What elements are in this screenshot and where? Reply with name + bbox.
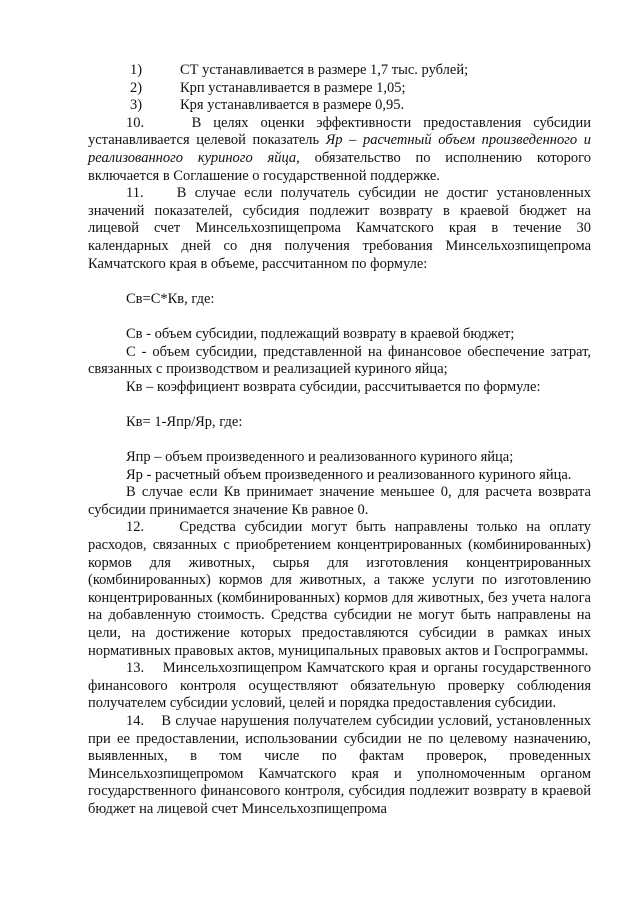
list-item — [88, 62, 591, 80]
list-item — [88, 80, 591, 98]
paragraph-11: 11. В случае если получатель субсидии не достиг установленных значений показателей, субсидия подлежит возврату в краевой бюджет на лицевой счет Минсельхозпищепрома Камчатского края в течение 30 календарных дней со дня получения требования Минсельхозпищепрома Камчатского края в объеме, рассчитанном по формуле: — [88, 185, 591, 272]
paragraph-10-lead: 10. В целях оценки эффективности предоставления субсидии устанавливается целевой показатель — [88, 114, 591, 149]
list-item-number: 1) — [130, 62, 143, 78]
definition-yapr: Япр – объем произведенного и реализованного куриного яйца; — [126, 449, 514, 466]
definition-c: С - объем субсидии, представленной на финансовое обеспечение затрат, связанных с производством и реализацией куриного яйца; — [88, 343, 591, 378]
list-item-number: 3) — [130, 97, 143, 114]
definition-sv: Св - объем субсидии, подлежащий возврату в краевой бюджет; — [126, 325, 515, 342]
list-item-text: Кря устанавливается в размере 0,95. — [180, 97, 405, 114]
paragraph-10-indicator: Яр – расчетный объем произведенного и реализованного куриного яйца — [88, 132, 591, 166]
paragraph-10-tail: , обязательство по исполнению которого включается в Соглашение о государственной поддержке. — [88, 149, 591, 184]
list-item-text: СТ устанавливается в размере 1,7 тыс. рублей; — [180, 62, 469, 78]
paragraph-12: 12. Средства субсидии могут быть направлены только на оплату расходов, связанных с приобретением концентрированных (комбинированных) кормов для животных, сырья для изготовления концентрированных (комбинированных) кормов для животных, а также услуги по изготовлению концентрированных (комбинированных) кормов для животных, без учета налога на добавленную стоимость. Средства субсидии не могут быть направлены на цели, на достижение которых предоставляются субсидии в рамках иных нормативных правовых актов, муниципальных правовых актов и Госпрограммы. — [88, 519, 591, 659]
kv-note: В случае если Кв принимает значение меньшее 0, для расчета возврата субсидии принимается значение Кв равное 0. — [88, 484, 591, 518]
paragraph-14: 14. В случае нарушения получателем субсидии условий, установленных при ее предоставлении, использовании субсидии не по целевому назначению, выявленных, в том числе по фактам проверок, проведенных Минсельхозпищепромом Камчатского края и уполномоченным органом государственного финансового контроля, субсидия подлежит возврату в краевой бюджет на лицевой счет Минсельхозпищепрома — [88, 712, 591, 817]
formula-sv: Св=С*Кв, где: — [126, 290, 215, 307]
document-page — [88, 62, 591, 819]
paragraph-10 — [88, 115, 591, 185]
list-item — [88, 97, 591, 115]
formula-kv: Кв= 1-Япр/Яр, где: — [126, 413, 243, 430]
definition-kv: Кв – коэффициент возврата субсидии, рассчитывается по формуле: — [126, 378, 541, 395]
paragraph-13: 13. Минсельхозпищепром Камчатского края и органы государственного финансового контроля осуществляют обязательную проверку соблюдения получателем субсидии условий, целей и порядка предоставления субсидии. — [88, 660, 591, 712]
list-item-text: Крп устанавливается в размере 1,05; — [180, 79, 406, 96]
definition-yar: Яр - расчетный объем произведенного и реализованного куриного яйца. — [126, 466, 572, 483]
list-item-number: 2) — [130, 79, 143, 96]
